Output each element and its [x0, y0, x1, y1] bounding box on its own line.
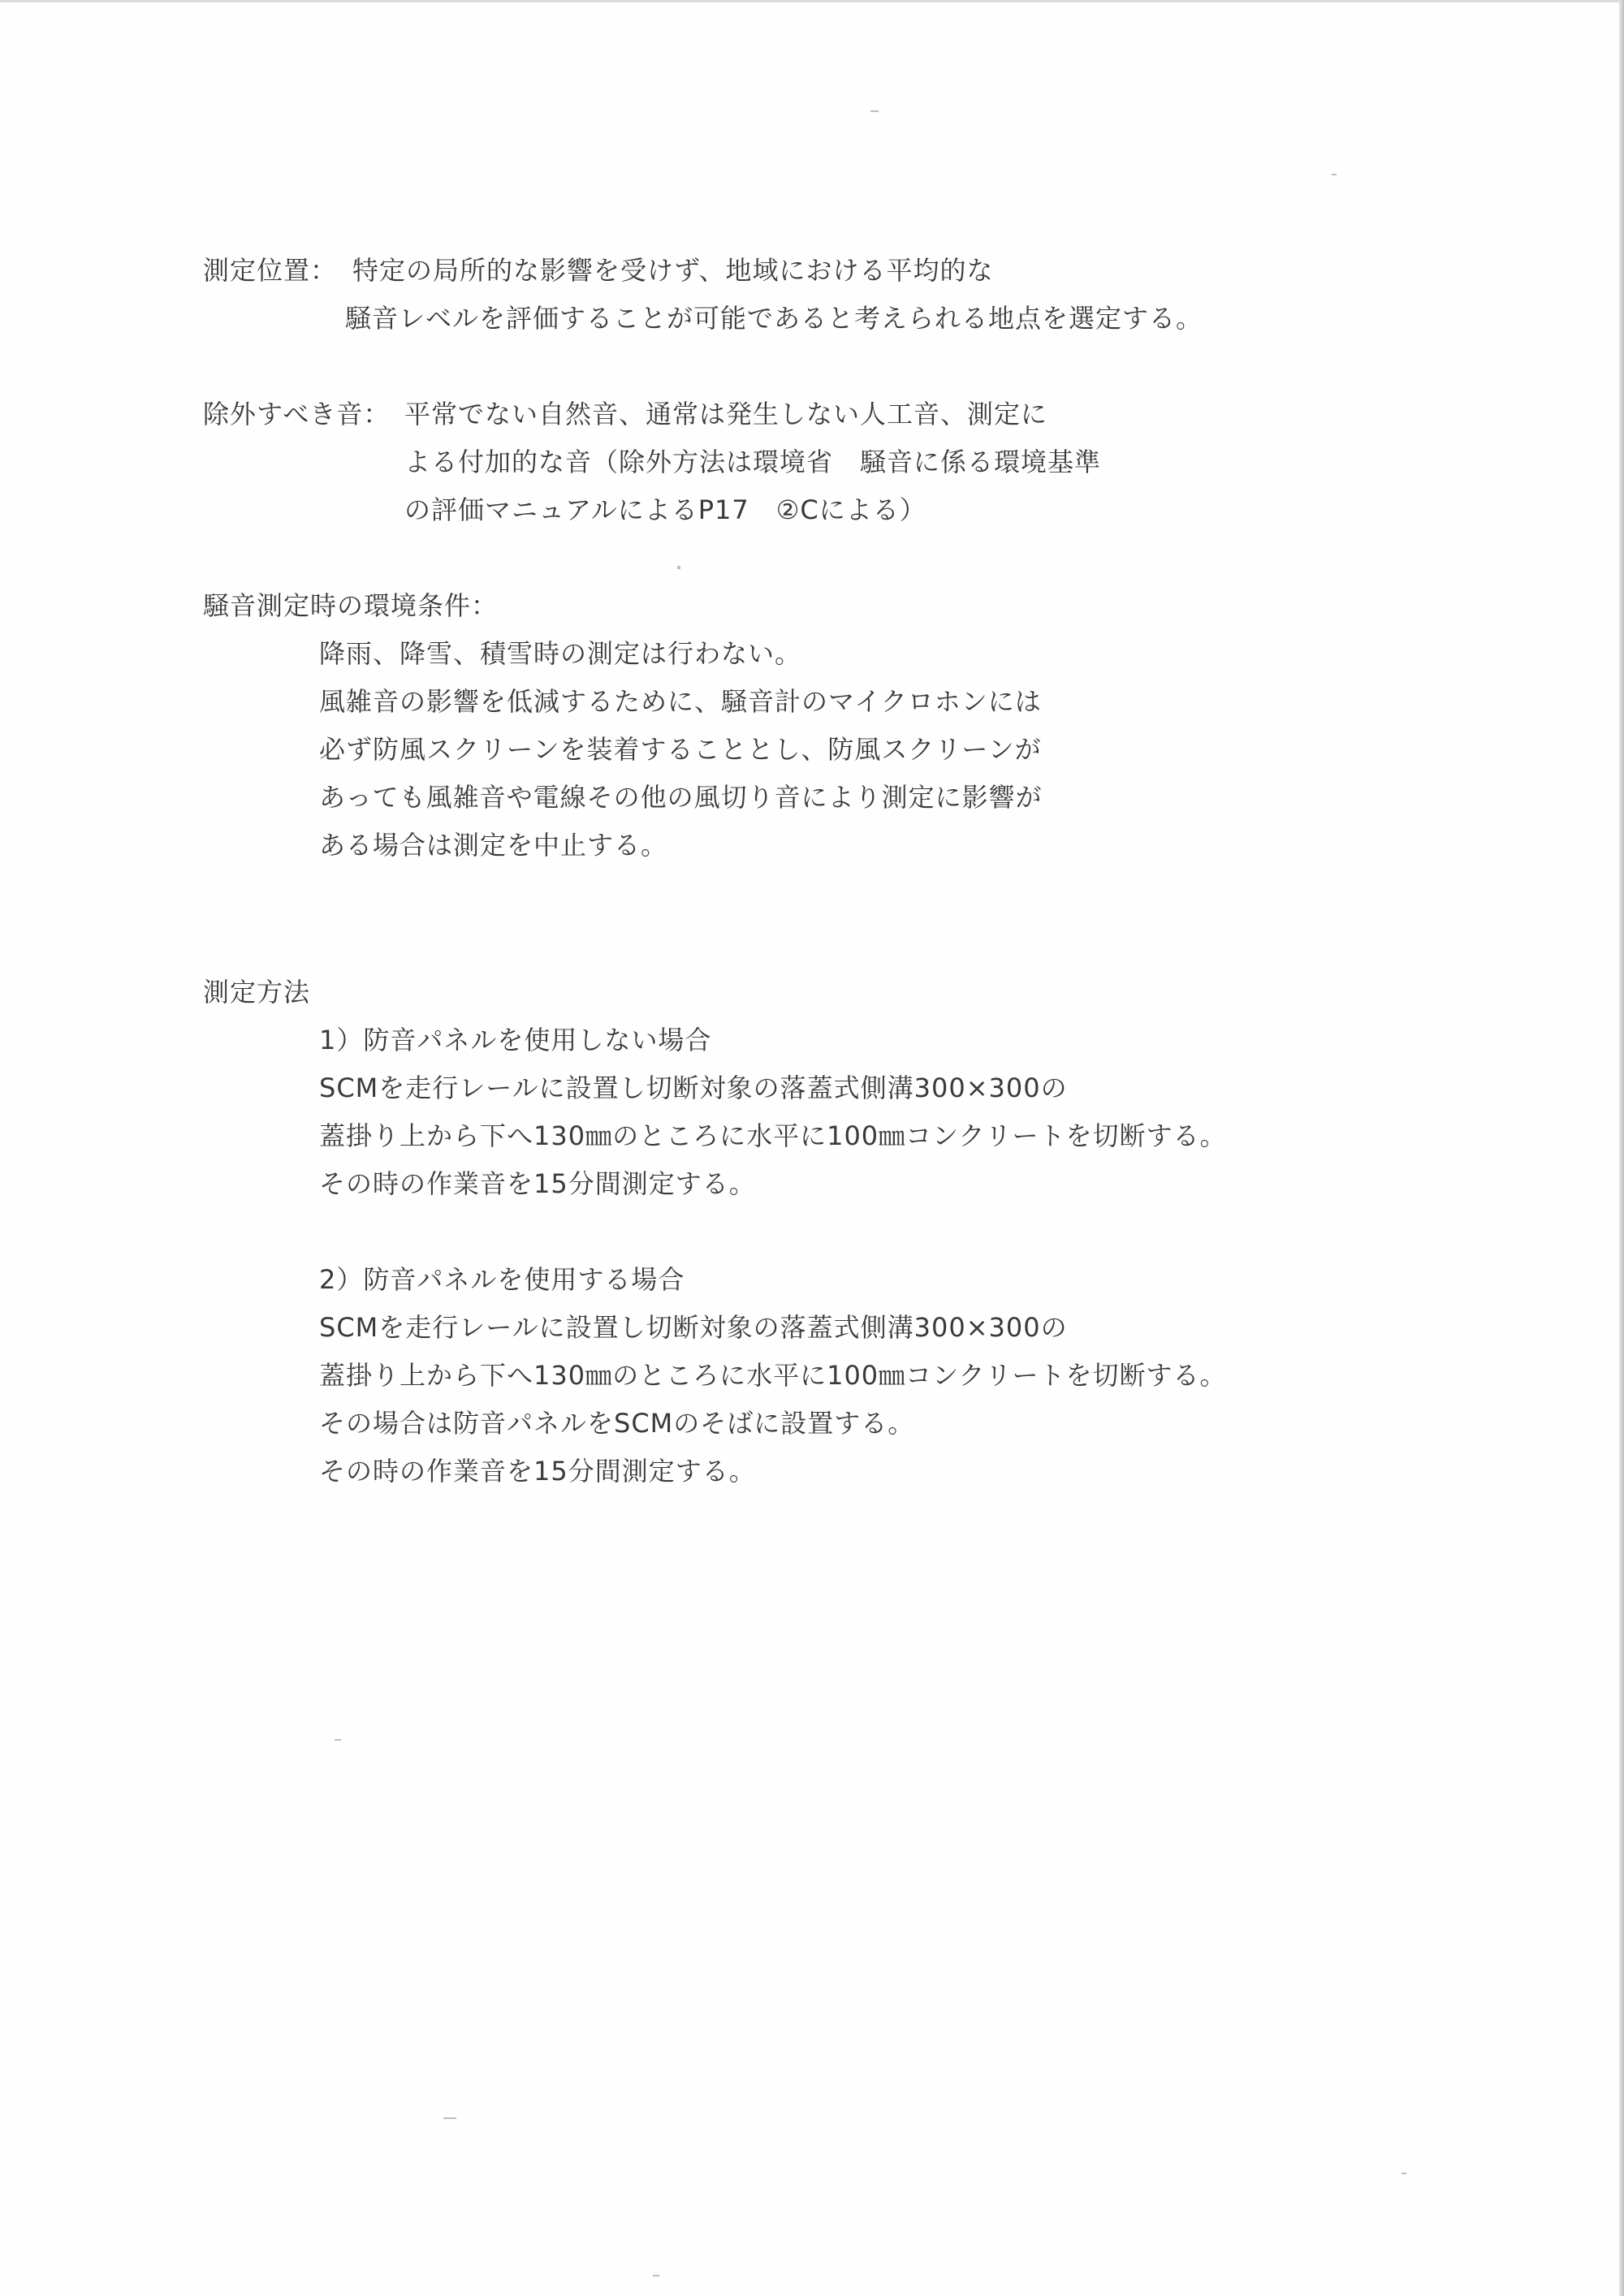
case-2-line-3: その場合は防音パネルをSCMのそばに設置する。 [319, 1408, 915, 1439]
excluded-sounds-label: 除外すべき音： [203, 399, 391, 429]
case-1-line-2: 蓋掛り上から下へ130㎜のところに水平に100㎜コンクリートを切断する。 [319, 1120, 1227, 1151]
case-2-line-1: SCMを走行レールに設置し切断対象の落蓋式側溝300×300の [319, 1312, 1068, 1343]
scan-speck [1332, 174, 1337, 175]
scan-speck [653, 2275, 659, 2277]
case-2-line-2: 蓋掛り上から下へ130㎜のところに水平に100㎜コンクリートを切断する。 [319, 1360, 1227, 1391]
case-2-line-4: その時の作業音を15分間測定する。 [319, 1456, 756, 1487]
excluded-sounds-line-3: の評価マニュアルによるP17 ②Cによる） [404, 494, 926, 525]
scan-speck [677, 566, 680, 569]
scan-top-edge [0, 0, 1624, 2]
environment-conditions-line-5: ある場合は測定を中止する。 [319, 830, 668, 861]
measurement-position-label: 測定位置： [203, 255, 338, 286]
measurement-position-line-2: 騒音レベルを評価することが可能であると考えられる地点を選定する。 [345, 303, 1203, 334]
measurement-position-line-1: 特定の局所的な影響を受けず、地域における平均的な [352, 255, 994, 286]
case-1-title: 1）防音パネルを使用しない場合 [319, 1025, 712, 1055]
environment-conditions-line-3: 必ず防風スクリーンを装着することとし、防風スクリーンが [319, 734, 1042, 765]
environment-conditions-line-1: 降雨、降雪、積雪時の測定は行わない。 [319, 638, 802, 669]
environment-conditions-line-4: あっても風雑音や電線その他の風切り音により測定に影響が [319, 782, 1043, 813]
scan-speck [443, 2117, 456, 2119]
case-1-line-3: その時の作業音を15分間測定する。 [319, 1168, 756, 1199]
measurement-method-heading: 測定方法 [203, 977, 311, 1008]
scan-speck [1402, 2173, 1406, 2174]
excluded-sounds-line-2: よる付加的な音（除外方法は環境省 騒音に係る環境基準 [404, 447, 1102, 477]
scan-speck [335, 1739, 341, 1741]
environment-conditions-line-2: 風雑音の影響を低減するために、騒音計のマイクロホンには [319, 686, 1042, 717]
excluded-sounds-line-1: 平常でない自然音、通常は発生しない人工音、測定に [404, 399, 1048, 429]
environment-conditions-heading: 騒音測定時の環境条件： [203, 590, 499, 621]
scan-right-edge [1619, 0, 1624, 2296]
case-1-line-1: SCMを走行レールに設置し切断対象の落蓋式側溝300×300の [319, 1072, 1068, 1103]
scan-speck [870, 110, 879, 112]
case-2-title: 2）防音パネルを使用する場合 [319, 1264, 685, 1295]
